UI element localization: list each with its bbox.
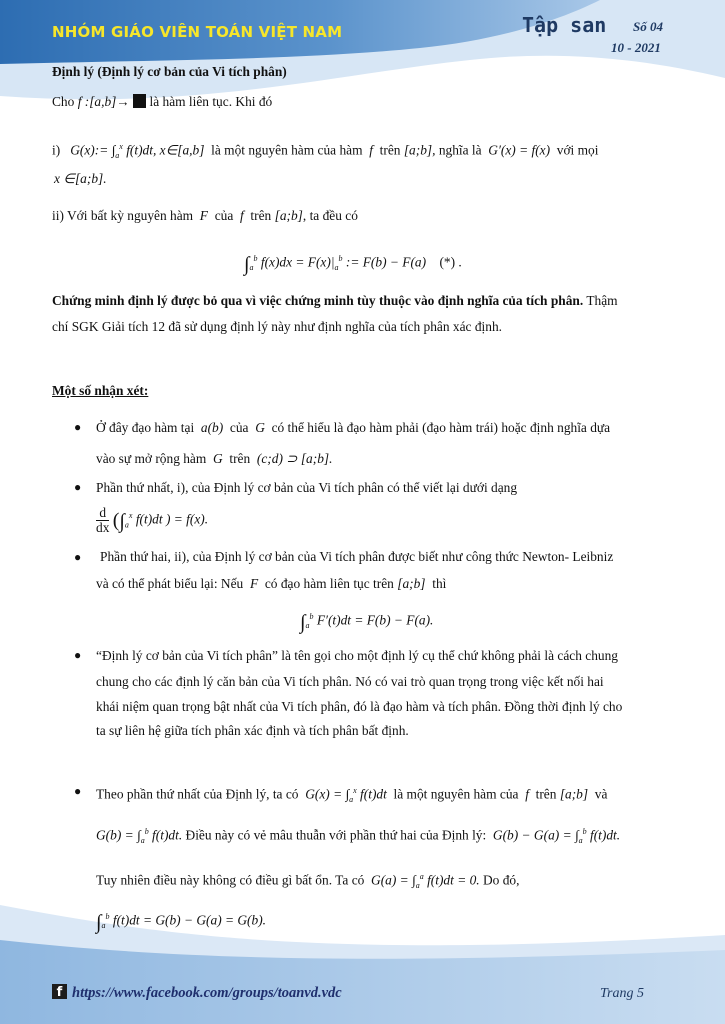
- text: là một nguyên hàm của: [393, 786, 519, 802]
- remarks-heading: Một số nhận xét:: [52, 383, 149, 398]
- math: [a;b]: [274, 208, 303, 223]
- paren-icon: (: [112, 509, 120, 532]
- text: là một nguyên hàm của hàm: [211, 142, 363, 158]
- math: (c;d) ⊃ [a;b].: [256, 451, 333, 466]
- text: ii) Với bất kỳ nguyên hàm: [52, 208, 194, 223]
- integral-icon: ∫: [244, 253, 250, 276]
- remark-4-line-2: chung cho các định lý căn bản của Vi tích phân. Nó có vai trò quan trọng trong việc kết nối hai: [96, 674, 604, 689]
- text: và có thể phát biểu lại: Nếu: [96, 576, 244, 591]
- math: f: [369, 142, 373, 158]
- text: của: [214, 208, 234, 223]
- bullet-icon: ●: [74, 550, 82, 564]
- remark-5-line-3: Tuy nhiên điều này không có điều gì bất ổn. Ta có $G(a) = \int_a^a$ f(t)dt = 0. Do đó,: [96, 872, 520, 891]
- math: f(t)dt, x∈[a,b]: [126, 142, 205, 158]
- issue-date: 10 - 2021: [611, 40, 661, 55]
- math: := F(b) − F(a): [345, 254, 427, 270]
- bullet-icon: ●: [74, 648, 82, 662]
- text: trên: [250, 208, 272, 223]
- remark-4-line-4: ta sự liên hệ giữa tích phân xác định và tích phân bất định.: [96, 723, 409, 738]
- text: có thể hiểu là đạo hàm phải (đạo hàm trái) hoặc định nghĩa dựa: [271, 420, 611, 435]
- math: F′(t)dt = F(b) − F(a).: [316, 612, 434, 628]
- integral-icon: ∫: [300, 611, 306, 634]
- text: vào sự mở rộng hàm: [96, 451, 207, 466]
- derivative-fraction: [96, 506, 109, 535]
- denominator: dx: [96, 520, 110, 535]
- text: Ở đây đạo hàm tại: [96, 420, 195, 435]
- math: [a;b]: [559, 786, 589, 802]
- remark-5-line-1: Theo phần thứ nhất của Định lý, ta có $G(x) = \int_a^x$ f(t)dt là một nguyên hàm của f trên [a;b] và: [96, 786, 608, 805]
- text: Theo phần thứ nhất của Định lý, ta có: [96, 786, 299, 802]
- math: f(t)dt = G(b) − G(a) = G(b).: [112, 912, 267, 928]
- text: , ta đều có: [302, 208, 358, 223]
- math: F: [249, 576, 259, 591]
- remark-3-line-2: [96, 575, 446, 593]
- theorem-line-1: [52, 93, 272, 111]
- math: G(x):= ∫: [70, 142, 116, 158]
- math: a(b): [200, 420, 224, 435]
- theorem-part-i-cont: x ∈[a;b].: [54, 171, 107, 186]
- math: [a;b],: [403, 142, 436, 158]
- proof-note-bold: Chứng minh định lý được bỏ qua vì việc chứng minh tùy thuộc vào định nghĩa của tích phân.: [52, 293, 584, 308]
- math: f :[a,b]→: [77, 94, 130, 109]
- page-number: Trang 5: [600, 986, 644, 1001]
- math: G(b) − G(a) = ∫: [492, 827, 579, 843]
- facebook-icon: f: [52, 984, 67, 999]
- math: f(t)dt ) = f(x).: [135, 511, 209, 527]
- math: F: [199, 208, 208, 223]
- math: f(t)dt = 0.: [427, 872, 480, 888]
- math: G(a) = ∫: [371, 872, 416, 888]
- text: với mọi: [556, 142, 599, 158]
- integral-icon: ∫: [96, 911, 102, 934]
- remark-4-line-3: khái niệm quan trọng bật nhất của Vi tích phân, đó là đạo hàm và tích phân. Đồng thời định lý cho: [96, 699, 623, 714]
- journal-title: Tập san: [522, 13, 607, 37]
- math: G(x) = ∫: [305, 786, 350, 802]
- remark-2-line-1: Phần thứ nhất, i), của Định lý cơ bản của Vi tích phân có thể viết lại dưới dạng: [96, 480, 518, 495]
- math: f: [525, 786, 529, 802]
- math: f(t)dt.: [152, 827, 183, 843]
- text: Thậm: [586, 293, 618, 308]
- text: trên: [229, 451, 251, 466]
- formula-tag: (*) .: [439, 254, 462, 270]
- text: có đạo hàm liên tục trên: [264, 576, 394, 591]
- text: Cho: [52, 94, 75, 109]
- proof-note-line-2: chí SGK Giải tích 12 đã sử dụng định lý này như định nghĩa của tích phân xác định.: [52, 319, 503, 334]
- math: f(x)dx = F(x)|: [260, 254, 335, 270]
- remark-1-line-2: [96, 450, 332, 468]
- theorem-part-ii: [52, 207, 358, 225]
- bullet-icon: ●: [74, 784, 82, 798]
- remark-3-formula: $\int_a^b$ F′(t)dt = F(b) − F(a).: [300, 611, 434, 634]
- newton-leibniz-formula: $\int_a^b$ $f(x)dx = F(x)|_a^b$ := F(b) − F(a) (*) .: [244, 253, 462, 276]
- bullet-icon: ●: [74, 480, 82, 494]
- text: Điều này có vẻ mâu thuẫn với phần thứ hai của Định lý:: [185, 827, 487, 843]
- text: trên: [535, 786, 557, 802]
- text: là hàm liên tục. Khi đó: [149, 94, 273, 109]
- label: i): [52, 142, 61, 158]
- integral-icon: ∫: [119, 510, 125, 533]
- bullet-icon: ●: [74, 420, 82, 434]
- remark-5-line-4: $\int_a^b$ f(t)dt = G(b) − G(a) = G(b).: [96, 911, 267, 934]
- numerator: d: [96, 506, 109, 521]
- text: và: [594, 786, 608, 802]
- remark-5-line-2: $G(b) = \int_a^b$ f(t)dt. Điều này có vẻ mâu thuẫn với phần thứ hai của Định lý: $G(b) - G(a) = \int_a^b$ f(t)dt.: [96, 827, 621, 846]
- math: f: [239, 208, 244, 223]
- remark-3-line-1: Phần thứ hai, ii), của Định lý cơ bản của Vi tích phân được biết như công thức Newton- Leibniz: [100, 549, 614, 564]
- issue-number: Số 04: [633, 19, 663, 34]
- math: [a;b]: [397, 576, 426, 591]
- theorem-part-i: i) G(x):= $\int_a^x$ f(t)dt, x∈[a,b] là một nguyên hàm của hàm f trên [a;b], nghĩa là G′(x) = f(x) với mọi: [52, 142, 599, 161]
- math: f(t)dt: [360, 786, 387, 802]
- math: f(t)dt.: [589, 827, 621, 843]
- proof-note-line-1: [52, 292, 618, 310]
- text: Tuy nhiên điều này không có điều gì bất ổn. Ta có: [96, 872, 365, 888]
- remark-2-formula: $\frac{d}{dx}$ ($\int_a^x$ f(t)dt ) = f(x).: [96, 505, 209, 535]
- text: Do đó,: [483, 872, 520, 888]
- math: G(b) = ∫: [96, 827, 141, 843]
- remark-4-line-1: “Định lý cơ bản của Vi tích phân” là tên gọi cho một định lý cụ thể chứ không phải là cách chung: [96, 648, 618, 663]
- group-name: NHÓM GIÁO VIÊN TOÁN VIỆT NAM: [52, 23, 343, 41]
- math: G′(x) = f(x): [488, 142, 551, 158]
- remark-1-line-1: [96, 419, 610, 437]
- math: G: [213, 451, 223, 466]
- text: nghĩa là: [438, 142, 482, 158]
- text: thì: [432, 576, 447, 591]
- math: G: [255, 420, 265, 435]
- real-numbers-symbol: [133, 94, 146, 108]
- text: của: [229, 420, 249, 435]
- facebook-group-link[interactable]: https://www.facebook.com/groups/toanvd.vdc: [72, 985, 342, 1001]
- text: trên: [379, 142, 401, 158]
- theorem-title: Định lý (Định lý cơ bản của Vi tích phân): [52, 64, 287, 79]
